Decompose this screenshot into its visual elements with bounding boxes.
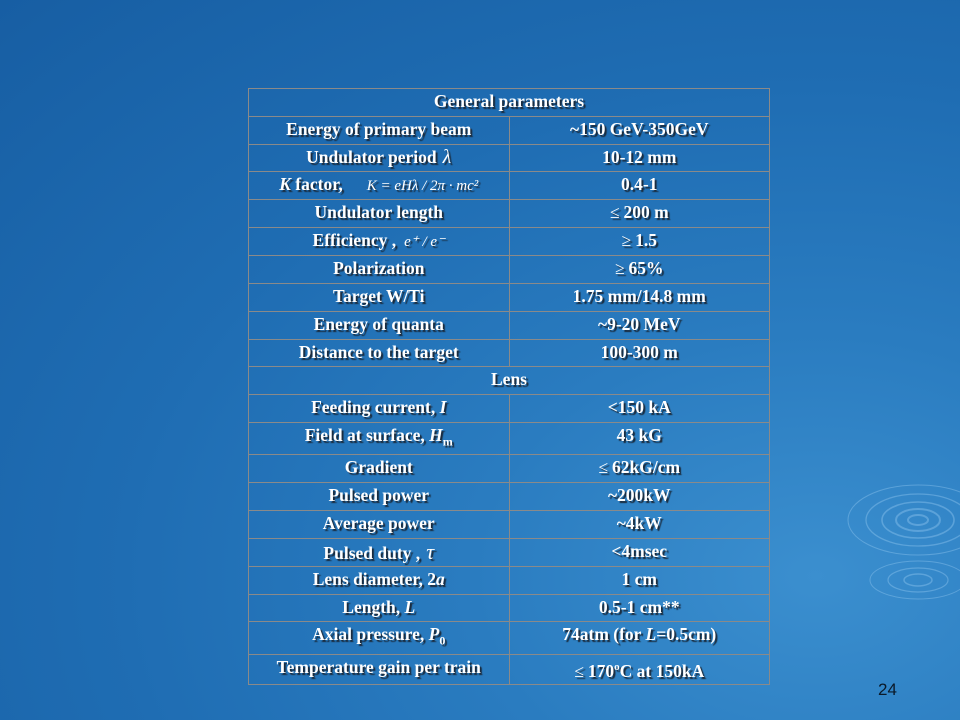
- tau-symbol: τ: [426, 538, 435, 564]
- parameter-label: [249, 622, 510, 655]
- table-row: [249, 144, 770, 172]
- parameter-value: [509, 622, 770, 655]
- value-text: 1.75 mm/14.8 mm: [572, 285, 706, 306]
- value-text: 62kG/cm: [612, 457, 681, 478]
- value-text: 0.5-1 cm**: [598, 596, 680, 617]
- value-text: 200 m: [623, 202, 669, 223]
- label-text: Polarization: [333, 258, 425, 279]
- label-text: Field at surface,: [304, 424, 430, 445]
- parameter-label: [249, 395, 510, 423]
- parameter-label: [249, 283, 510, 311]
- parameter-value: [509, 511, 770, 539]
- inequality-symbol: ≥: [614, 258, 625, 279]
- parameter-label: [249, 422, 510, 455]
- label-text: Undulator length: [314, 202, 444, 223]
- parameter-label: [249, 144, 510, 172]
- parameter-label: [249, 228, 510, 256]
- parameter-label: [249, 339, 510, 367]
- table-row: [249, 622, 770, 655]
- parameter-value: [509, 172, 770, 200]
- value-superscript: o: [614, 660, 620, 673]
- parameter-label: [249, 200, 510, 228]
- label-text: Lens diameter, 2: [312, 568, 437, 589]
- parameter-value: [509, 116, 770, 144]
- table-row: [249, 256, 770, 284]
- label-text: Temperature gain per train: [276, 656, 481, 677]
- table-row: [249, 395, 770, 423]
- parameter-value: [509, 538, 770, 566]
- parameter-value: [509, 339, 770, 367]
- value-tail: =0.5cm): [656, 624, 717, 645]
- label-italic: H: [429, 424, 443, 445]
- parameter-value: [509, 422, 770, 455]
- parameter-value: [509, 256, 770, 284]
- table-row: [249, 594, 770, 622]
- label-text: factor,: [290, 174, 343, 195]
- value-text: ~4kW: [616, 513, 662, 534]
- label-text: Feeding current,: [311, 397, 440, 418]
- value-text: ~150 GeV-350GeV: [569, 118, 709, 139]
- value-text: ~9-20 MeV: [598, 313, 681, 334]
- parameter-value: [509, 311, 770, 339]
- table-row: [249, 339, 770, 367]
- label-text: Target W/Ti: [332, 285, 425, 306]
- positron-electron-ratio-symbol: e⁺ / e⁻: [404, 234, 445, 251]
- label-text: Distance to the target: [298, 341, 459, 362]
- value-text: 1 cm: [621, 568, 657, 589]
- table-row: [249, 483, 770, 511]
- parameter-value: [509, 395, 770, 423]
- table-row: [249, 422, 770, 455]
- inequality-symbol: ≤: [609, 202, 620, 223]
- value-text: 43 kG: [616, 424, 662, 445]
- label-text: Efficiency ,: [312, 230, 397, 251]
- table-row: [249, 511, 770, 539]
- table-row: [249, 538, 770, 566]
- value-text: 1.5: [635, 230, 657, 251]
- k-factor-formula: K = eHλ / 2π · mc²: [366, 178, 479, 195]
- parameter-value: [509, 283, 770, 311]
- value-text: 10-12 mm: [602, 146, 677, 167]
- section-general-parameters-row: [249, 89, 770, 117]
- section-lens: Lens: [249, 367, 770, 395]
- label-italic: K: [279, 174, 291, 195]
- label-italic: I: [439, 397, 447, 418]
- parameter-value: [509, 654, 770, 684]
- parameter-value: [509, 200, 770, 228]
- label-text: Energy of quanta: [313, 313, 444, 334]
- label-text: Pulsed power: [328, 485, 430, 506]
- page-number: 24: [878, 680, 897, 699]
- parameter-label: [249, 256, 510, 284]
- parameter-label: [249, 538, 510, 566]
- parameter-label: [249, 483, 510, 511]
- parameter-label: [249, 511, 510, 539]
- value-italic: L: [645, 624, 657, 645]
- label-subscript: m: [442, 434, 453, 449]
- table-row: [249, 200, 770, 228]
- label-subscript: 0: [439, 633, 446, 648]
- inequality-symbol: ≤: [574, 660, 584, 681]
- table-row: [249, 311, 770, 339]
- label-text: Undulator period: [306, 146, 437, 167]
- value-text: 100-300 m: [600, 341, 678, 362]
- parameters-table: [248, 88, 770, 685]
- parameter-label: [249, 455, 510, 483]
- value-text: <4msec: [611, 540, 668, 561]
- table-row: [249, 172, 770, 200]
- value-tail: C at 150kA: [619, 660, 705, 681]
- parameter-value: [509, 144, 770, 172]
- value-text: <150 kA: [607, 397, 671, 418]
- value-text: 65%: [628, 258, 664, 279]
- table-row: [249, 228, 770, 256]
- table-row: [249, 455, 770, 483]
- table-row: [249, 654, 770, 684]
- section-lens-row: [249, 367, 770, 395]
- table-row: [249, 283, 770, 311]
- inequality-symbol: ≥: [621, 230, 632, 251]
- parameter-value: [509, 455, 770, 483]
- label-italic: P: [428, 624, 440, 645]
- parameter-label: [249, 566, 510, 594]
- table-row: [249, 116, 770, 144]
- section-general-parameters: General parameters: [249, 89, 770, 117]
- label-text: Energy of primary beam: [286, 118, 472, 139]
- value-text: ~200kW: [607, 485, 671, 506]
- table-row: [249, 566, 770, 594]
- inequality-symbol: ≤: [598, 457, 609, 478]
- label-italic: L: [404, 596, 416, 617]
- parameter-label: [249, 594, 510, 622]
- parameter-value: [509, 483, 770, 511]
- label-italic: a: [436, 568, 445, 589]
- value-text: 74atm (for: [562, 624, 646, 645]
- parameter-label: [249, 311, 510, 339]
- parameter-value: [509, 228, 770, 256]
- parameter-label: [249, 172, 510, 200]
- label-text: Average power: [322, 513, 435, 534]
- parameter-value: [509, 566, 770, 594]
- label-text: Axial pressure,: [312, 624, 429, 645]
- parameter-value: [509, 594, 770, 622]
- lambda-symbol: λ: [442, 145, 452, 168]
- label-text: Pulsed duty ,: [323, 542, 421, 563]
- parameter-label: [249, 654, 510, 684]
- label-text: Length,: [342, 596, 405, 617]
- label-text: Gradient: [344, 457, 413, 478]
- value-text: 170: [587, 660, 615, 681]
- parameter-label: [249, 116, 510, 144]
- value-text: 0.4-1: [621, 174, 658, 195]
